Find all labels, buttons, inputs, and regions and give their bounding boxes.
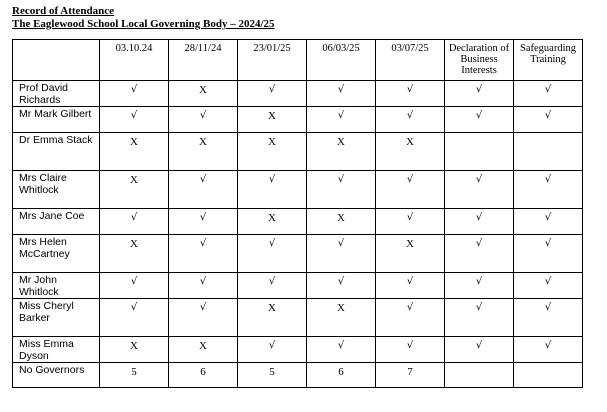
table-row [13,337,583,363]
present-mark: √ [169,209,238,235]
present-mark: √ [307,235,376,273]
table-row [13,209,583,235]
governor-name: Prof David Richards [13,81,100,107]
present-mark: √ [445,171,514,209]
present-mark: √ [100,107,169,133]
present-mark: √ [445,235,514,273]
present-mark: √ [100,209,169,235]
table-row [13,133,583,171]
present-mark: √ [169,107,238,133]
header-row [13,40,583,81]
present-mark: √ [445,299,514,337]
column-header: Safeguarding Training [514,40,583,81]
present-mark: √ [307,81,376,107]
table-row [13,81,583,107]
present-mark: √ [169,171,238,209]
column-header: 23/01/25 [238,40,307,81]
document-heading [12,5,275,31]
absent-mark: X [307,133,376,171]
absent-mark: X [169,337,238,363]
present-mark: √ [307,107,376,133]
present-mark: √ [514,81,583,107]
present-mark: √ [169,235,238,273]
table-row [13,299,583,337]
present-mark: √ [445,81,514,107]
column-header: 06/03/25 [307,40,376,81]
present-mark: √ [514,209,583,235]
present-mark: √ [445,337,514,363]
totals-row [13,363,583,388]
absent-mark: X [376,133,445,171]
column-header: 03.10.24 [100,40,169,81]
absent-mark: X [376,235,445,273]
present-mark: √ [100,81,169,107]
attendance-table [12,39,583,388]
present-mark: √ [238,337,307,363]
table-row [13,107,583,133]
present-mark: √ [514,273,583,299]
governor-count: 7 [376,363,445,388]
present-mark: √ [100,273,169,299]
present-mark: √ [238,273,307,299]
governor-name: Mr John Whitlock [13,273,100,299]
empty-cell [514,133,583,171]
present-mark: √ [238,81,307,107]
absent-mark: X [238,299,307,337]
absent-mark: X [238,107,307,133]
present-mark: √ [238,235,307,273]
present-mark: √ [376,299,445,337]
present-mark: √ [376,209,445,235]
absent-mark: X [169,81,238,107]
present-mark: √ [376,81,445,107]
present-mark: √ [307,337,376,363]
present-mark: √ [376,171,445,209]
governor-count [445,363,514,388]
totals-label: No Governors [13,363,100,388]
present-mark: √ [376,273,445,299]
absent-mark: X [169,133,238,171]
present-mark: √ [307,273,376,299]
governor-name: Mrs Jane Coe [13,209,100,235]
present-mark: √ [514,299,583,337]
present-mark: √ [445,273,514,299]
absent-mark: X [238,209,307,235]
present-mark: √ [514,337,583,363]
present-mark: √ [514,171,583,209]
absent-mark: X [100,171,169,209]
absent-mark: X [238,133,307,171]
governor-count [514,363,583,388]
absent-mark: X [307,209,376,235]
present-mark: √ [100,299,169,337]
governor-name: Dr Emma Stack [13,133,100,171]
governor-count: 5 [238,363,307,388]
governor-name: Mrs Helen McCartney [13,235,100,273]
present-mark: √ [169,273,238,299]
governor-name: Mrs Claire Whitlock [13,171,100,209]
present-mark: √ [376,337,445,363]
governor-count: 6 [169,363,238,388]
governor-name: Miss Emma Dyson [13,337,100,363]
absent-mark: X [307,299,376,337]
document-subtitle: The Eaglewood School Local Governing Body – 2024/25 [12,18,275,30]
document-title: Record of Attendance [12,5,115,17]
empty-cell [445,133,514,171]
governor-count: 6 [307,363,376,388]
absent-mark: X [100,133,169,171]
table-row [13,235,583,273]
present-mark: √ [307,171,376,209]
header-corner-cell [13,40,100,81]
present-mark: √ [514,235,583,273]
governor-name: Mr Mark Gilbert [13,107,100,133]
column-header: Declaration of Business Interests [445,40,514,81]
present-mark: √ [376,107,445,133]
present-mark: √ [514,107,583,133]
column-header: 28/11/24 [169,40,238,81]
present-mark: √ [169,299,238,337]
table-row [13,171,583,209]
column-header: 03/07/25 [376,40,445,81]
governor-name: Miss Cheryl Barker [13,299,100,337]
absent-mark: X [100,235,169,273]
present-mark: √ [238,171,307,209]
present-mark: √ [445,209,514,235]
absent-mark: X [100,337,169,363]
governor-count: 5 [100,363,169,388]
present-mark: √ [445,107,514,133]
table-row [13,273,583,299]
